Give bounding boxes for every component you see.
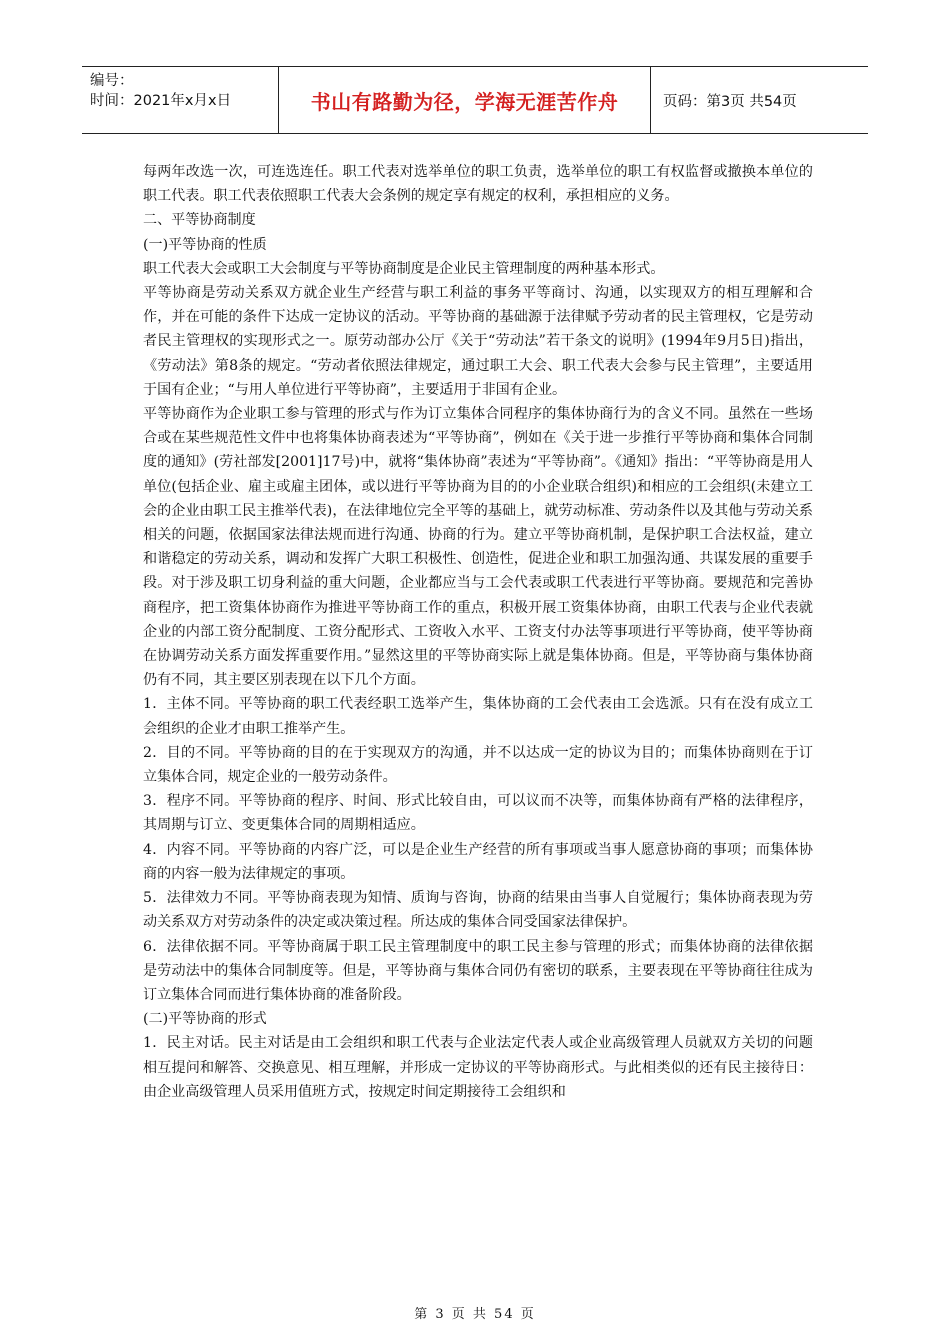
section-heading: 二、平等协商制度	[143, 212, 256, 229]
page-footer	[0, 1303, 950, 1322]
subsection-heading: (二)平等协商的形式	[143, 1011, 267, 1028]
header-page-cell	[651, 67, 868, 133]
list-item: 4．内容不同。平等协商的内容广泛，可以是企业生产经营的所有事项或当事人愿意协商的事项；而集体协商的内容一般为法律规定的事项。	[143, 841, 813, 882]
footer-page-number: 第 3 页 共 54 页	[414, 1307, 536, 1322]
header-meta	[82, 67, 279, 133]
page-header	[82, 66, 868, 134]
paragraph: 每两年改选一次，可连选连任。职工代表对选举单位的职工负责，选举单位的职工有权监督或撤换本单位的职工代表。职工代表依照职工代表大会条例的规定享有规定的权利，承担相应的义务。	[143, 164, 813, 205]
document-date-label: 时间：2021年x月x日	[90, 93, 232, 109]
subsection-heading: (一)平等协商的性质	[143, 236, 267, 253]
paragraph: 平等协商是劳动关系双方就企业生产经营与职工利益的事务平等商讨、沟通，以实现双方的相互理解和合作，并在可能的条件下达成一定协议的活动。平等协商的基础源于法律赋予劳动者的民主管理权，它是劳动者民主管理权的实现形式之一。原劳动部办公厅《关于“劳动法”若干条文的说明》(1994年9月5日)指出，《劳动法》第8条的规定。“劳动者依照法律规定，通过职工大会、职工代表大会参与民主管理”，主要适用于国有企业；“与用人单位进行平等协商”，主要适用于非国有企业。	[143, 285, 813, 398]
header-motto: 书山有路勤为径，学海无涯苦作舟	[310, 89, 619, 114]
list-item: 1．民主对话。民主对话是由工会组织和职工代表与企业法定代表人或企业高级管理人员就双方关切的问题相互提问和解答、交换意见、相互理解，并形成一定协议的平等协商形式。与此相类似的还有民主接待日：由企业高级管理人员采用值班方式，按规定时间定期接待工会组织和	[143, 1035, 813, 1100]
document-body	[143, 160, 813, 1104]
paragraph: 职工代表大会或职工大会制度与平等协商制度是企业民主管理制度的两种基本形式。	[143, 260, 665, 277]
paragraph: 平等协商作为企业职工参与管理的形式与作为订立集体合同程序的集体协商行为的含义不同。虽然在一些场合或在某些规范性文件中也将集体协商表述为“平等协商”，例如在《关于进一步推行平等协商和集体合同制度的通知》(劳社部发[2001]17号)中，就将“集体协商”表述为“平等协商”。《通知》指出：“平等协商是用人单位(包括企业、雇主或雇主团体，或以进行平等协商为目的的小企业联合组织)和相应的工会组织(未建立工会的企业由职工民主推举代表)，在法律地位完全平等的基础上，就劳动标准、劳动条件以及其他与劳动关系相关的问题，依据国家法律法规而进行沟通、协商的行为。建立平等协商机制，是保护职工合法权益，建立和谐稳定的劳动关系，调动和发挥广大职工积极性、创造性，促进企业和职工加强沟通、共谋发展的重要手段。对于涉及职工切身利益的重大问题，企业都应当与工会代表或职工代表进行平等协商。要规范和完善协商程序，把工资集体协商作为推进平等协商工作的重点，积极开展工资集体协商，由职工代表与企业代表就企业的内部工资分配制度、工资分配形式、工资收入水平、工资支付办法等事项进行平等协商，使平等协商在协调劳动关系方面发挥重要作用。”显然这里的平等协商实际上就是集体协商。但是，平等协商与集体协商仍有不同，其主要区别表现在以下几个方面。	[143, 406, 813, 689]
list-item: 6．法律依据不同。平等协商属于职工民主管理制度中的职工民主参与管理的形式；而集体协商的法律依据是劳动法中的集体合同制度等。但是，平等协商与集体合同仍有密切的联系，主要表现在平等协商往往成为订立集体合同而进行集体协商的准备阶段。	[143, 938, 813, 1003]
list-item: 3．程序不同。平等协商的程序、时间、形式比较自由，可以议而不决等，而集体协商有严格的法律程序，其周期与订立、变更集体合同的周期相适应。	[143, 793, 813, 834]
list-item: 1．主体不同。平等协商的职工代表经职工选举产生，集体协商的工会代表由工会选派。只有在没有成立工会组织的企业才由职工推举产生。	[143, 696, 813, 737]
header-page-label: 页码：第3页 共54页	[663, 93, 797, 110]
header-motto-cell	[279, 67, 651, 133]
list-item: 2．目的不同。平等协商的目的在于实现双方的沟通，并不以达成一定的协议为目的；而集体协商则在于订立集体合同，规定企业的一般劳动条件。	[143, 744, 813, 786]
document-number-label: 编号：	[90, 73, 134, 89]
list-item: 5．法律效力不同。平等协商表现为知情、质询与咨询，协商的结果由当事人自觉履行；集体协商表现为劳动关系双方对劳动条件的决定或决策过程。所达成的集体合同受国家法律保护。	[143, 890, 813, 931]
